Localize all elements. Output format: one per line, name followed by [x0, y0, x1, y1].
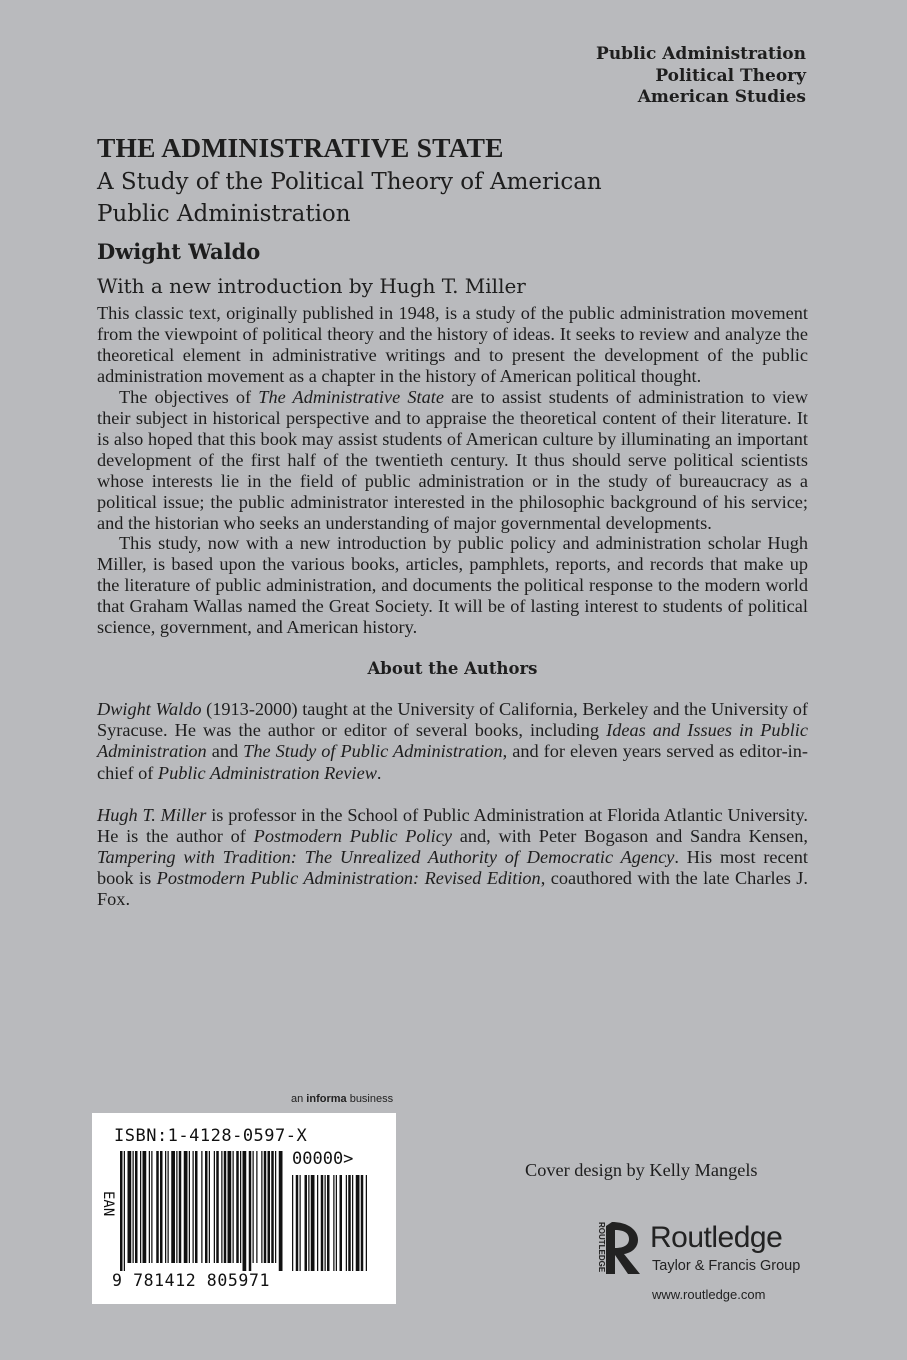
barcode-bar [275, 1151, 276, 1263]
price-barcode [292, 1175, 368, 1271]
description-paragraph: This classic text, originally published in 1948, is a study of the public administration movement from the viewpoint of political theory and the history of ideas. It seeks to review and analyze the theoretical element in administrative writings and to present the development of the public administration movement as a chapter in the history of American political thought. [97, 303, 808, 386]
barcode-bar [321, 1175, 324, 1271]
barcode-bar [124, 1151, 125, 1271]
subtitle-line: Public Administration [97, 201, 351, 227]
about-authors-heading: About the Authors [367, 659, 538, 679]
barcode-bar [253, 1151, 254, 1263]
barcode-bar [292, 1175, 293, 1271]
publisher-name: Routledge [650, 1221, 783, 1254]
subject-line: American Studies [637, 87, 806, 107]
barcode-bar [271, 1151, 274, 1263]
barcode-bar [189, 1151, 190, 1263]
barcode-bar [256, 1151, 257, 1263]
barcode-bar [317, 1175, 318, 1271]
barcode-bar [205, 1151, 208, 1263]
barcode-bar [325, 1175, 326, 1271]
barcode-bar [233, 1151, 234, 1263]
barcode-bar [261, 1151, 262, 1263]
barcode-bar [333, 1175, 334, 1271]
publisher-group: Taylor & Francis Group [652, 1258, 801, 1274]
barcode-bar [264, 1151, 267, 1263]
barcode-bar [135, 1151, 138, 1263]
barcode-bar [133, 1151, 134, 1263]
subject-line: Political Theory [655, 65, 806, 86]
barcode-bar [228, 1151, 232, 1263]
barcode-bar [356, 1175, 360, 1271]
barcode-bar [184, 1151, 188, 1263]
barcode-bar [240, 1151, 241, 1263]
barcode-bar [311, 1175, 315, 1271]
barcode-label [92, 1113, 396, 1304]
barcode-bar [193, 1151, 194, 1263]
barcode-digits: 9 781412 805971 [112, 1271, 271, 1290]
informa-tagline: an informa business [291, 1093, 394, 1105]
barcode-bar [268, 1151, 271, 1263]
barcode-bar [176, 1151, 177, 1263]
barcode-bar [224, 1151, 227, 1263]
barcode-bar [214, 1151, 215, 1263]
description [97, 303, 808, 638]
barcode-bar [149, 1151, 150, 1263]
barcode-bar [165, 1151, 166, 1263]
barcode-bar [336, 1175, 337, 1271]
barcode-bar [243, 1151, 247, 1271]
barcode-bar [160, 1151, 163, 1263]
barcode-bar [221, 1151, 222, 1263]
description-paragraph: This study, now with a new introduction by public policy and administration scholar Hugh Miller, is based upon the various books, articles, pamphlets, reports, and records that make up the literature of public administration, and documents the political response to the modern world that Graham Wallas named the Great Society. It will be of lasting interest to students of political science, government, and American history. [97, 533, 808, 638]
barcode-bar [361, 1175, 364, 1271]
barcode-bar [156, 1151, 159, 1263]
barcode-bar [308, 1175, 309, 1271]
routledge-vertical-text: ROUTLEDGE [597, 1222, 606, 1273]
barcode-bar [366, 1175, 367, 1271]
barcode-bar [340, 1175, 343, 1271]
barcode-bar [143, 1151, 147, 1263]
barcode-bar [236, 1151, 239, 1263]
barcode-bar [352, 1175, 353, 1271]
author-bios [97, 699, 808, 910]
barcode-bar [195, 1151, 198, 1263]
barcode-bar [140, 1151, 141, 1263]
isbn-text: ISBN:1-4128-0597-X [114, 1126, 308, 1146]
book-author: Dwight Waldo [97, 239, 261, 264]
barcode-bar [249, 1151, 252, 1271]
barcode-bar [128, 1151, 132, 1263]
main-content [97, 132, 808, 931]
barcode-bar [305, 1175, 308, 1271]
barcode-bar [346, 1175, 347, 1271]
introduction-credit: With a new introduction by Hugh T. Miller [97, 274, 526, 298]
description-paragraph: The objectives of The Administrative State are to assist students of administration to view their subject in historical perspective and to appraise the theoretical content of their literature. It is also hoped that this book may assist students of American culture by illuminating an important development of the first half of the twentieth century. It thus should serve political scientists whose interests lie in the field of public administration or in the study of bureaucracy as a political issue; the public administrator interested in the philosophic background of his service; and the historian who seeks an understanding of major governmental developments. [97, 386, 808, 533]
cover-design-credit: Cover design by Kelly Mangels [525, 1160, 758, 1180]
barcode-bar [168, 1151, 169, 1263]
barcode-bar [171, 1151, 175, 1263]
ean-barcode [120, 1151, 285, 1271]
barcode-bar [120, 1151, 123, 1271]
barcode-bar [279, 1151, 283, 1271]
subject-categories [406, 44, 806, 109]
bio-waldo: Dwight Waldo (1913-2000) taught at the University of California, Berkeley and the University of Syracuse. He was the author or editor of several books, including Ideas and Issues in Public Administration and The Study of Public Administration, and for eleven years served as editor-in-chief of Public Administration Review. [97, 699, 808, 783]
barcode-bar [151, 1151, 152, 1263]
book-title: THE ADMINISTRATIVE STATE [97, 132, 504, 163]
publisher-url: www.routledge.com [652, 1287, 766, 1302]
barcode-bar [300, 1175, 301, 1271]
subtitle-line: A Study of the Political Theory of American [97, 169, 602, 195]
bio-miller: Hugh T. Miller is professor in the School of Public Administration at Florida Atlantic University. He is the author of Postmodern Public Policy and, with Peter Bogason and Sandra Kensen, Tampering with Tradition: The Unrealized Authority of Democratic Agency. His most recent book is Postmodern Public Administration: Revised Edition, coauthored with the late Charles J. Fox. [97, 804, 808, 909]
price-code: 00000> [292, 1149, 354, 1169]
barcode-bar [201, 1151, 202, 1263]
barcode-bar [348, 1175, 351, 1271]
barcode-bar [327, 1175, 330, 1271]
barcode-bar [179, 1151, 182, 1263]
barcode-bar [216, 1151, 219, 1263]
barcode-bar [296, 1175, 299, 1271]
ean-label: EAN [100, 1191, 116, 1217]
barcode-bar [209, 1151, 210, 1263]
subject-line: Public Administration [596, 44, 806, 64]
book-subtitle [97, 166, 808, 230]
